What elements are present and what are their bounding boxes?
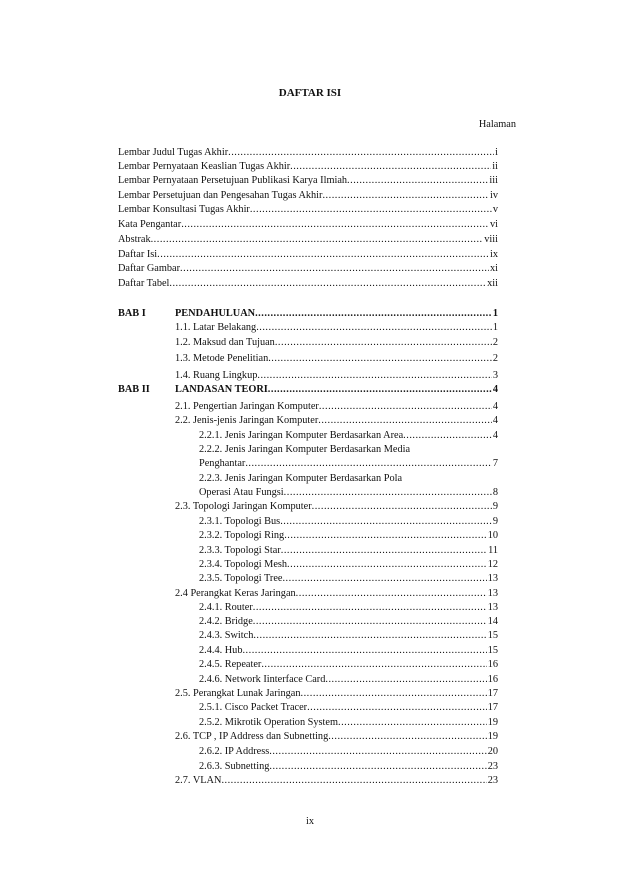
toc-entry[interactable]: Kata Pengantar ..... vi [118, 218, 498, 232]
toc-entry[interactable]: 1.3. Metode Penelitian ..... 2 [175, 352, 498, 366]
toc-entry[interactable]: Lembar Persetujuan dan Pengesahan Tugas Akhir ..... iv [118, 189, 498, 203]
toc-entry[interactable]: 2.6.2. IP Address ..... 20 [199, 745, 498, 759]
toc-entry[interactable]: Daftar Isi ..... ix [118, 248, 498, 262]
toc-entry[interactable]: Daftar Tabel ..... xii [118, 277, 498, 291]
toc-entry[interactable]: 2.4.3. Switch ..... 15 [199, 629, 498, 643]
toc-entry[interactable]: 2.4.4. Hub ..... 15 [199, 644, 498, 658]
toc-chapter[interactable]: PENDAHULUAN ..... 1 [175, 307, 498, 321]
toc-entry[interactable]: Lembar Konsultasi Tugas Akhir ..... v [118, 203, 498, 217]
toc-entry[interactable]: 1.2. Maksud dan Tujuan ..... 2 [175, 336, 498, 350]
toc-entry[interactable]: 2.4.2. Bridge ..... 14 [199, 615, 498, 629]
toc-entry[interactable]: 2.5.1. Cisco Packet Tracer ..... 17 [199, 701, 498, 715]
toc-entry[interactable]: Lembar Pernyataan Persetujuan Publikasi Karya Ilmiah ..... iii [118, 174, 498, 188]
chapter-number: BAB II [118, 384, 150, 395]
toc-entry[interactable]: Penghantar ..... 7 [199, 457, 498, 471]
chapter-number: BAB I [118, 308, 146, 319]
toc-entry[interactable]: 2.5. Perangkat Lunak Jaringan ..... 17 [175, 687, 498, 701]
toc-entry[interactable]: Lembar Judul Tugas Akhir ..... i [118, 146, 498, 160]
toc-chapter[interactable]: LANDASAN TEORI ..... 4 [175, 383, 498, 397]
toc-entry[interactable]: 2.4 Perangkat Keras Jaringan ..... 13 [175, 587, 498, 601]
toc-entry-line: 2.2.2. Jenis Jaringan Komputer Berdasarkan Media [199, 444, 411, 455]
toc-entry[interactable]: 2.6. TCP , IP Address dan Subnetting ..... 19 [175, 730, 498, 744]
toc-entry[interactable]: Operasi Atau Fungsi ..... 8 [199, 486, 498, 500]
toc-entry[interactable]: 2.3.3. Topologi Star ..... 11 [199, 544, 498, 558]
toc-entry[interactable]: 1.1. Latar Belakang ..... 1 [175, 321, 498, 335]
toc-entry[interactable]: 2.1. Pengertian Jaringan Komputer ..... 4 [175, 400, 498, 414]
toc-entry[interactable]: Daftar Gambar ..... xi [118, 262, 498, 276]
toc-entry[interactable]: 2.4.5. Repeater ..... 16 [199, 658, 498, 672]
toc-entry[interactable]: 1.4. Ruang Lingkup ..... 3 [175, 369, 498, 383]
toc-entry[interactable]: 2.3.4. Topologi Mesh ..... 12 [199, 558, 498, 572]
page-number: ix [305, 816, 314, 827]
toc-entry[interactable]: 2.4.1. Router ..... 13 [199, 601, 498, 615]
page-title: DAFTAR ISI [278, 87, 342, 99]
toc-entry[interactable]: 2.3.2. Topologi Ring ..... 10 [199, 529, 498, 543]
toc-entry[interactable]: Abstrak ..... viii [118, 233, 498, 247]
toc-entry[interactable]: 2.4.6. Network Iinterface Card ..... 16 [199, 673, 498, 687]
toc-entry[interactable]: 2.7. VLAN ..... 23 [175, 774, 498, 788]
toc-entry[interactable]: 2.5.2. Mikrotik Operation System ..... 19 [199, 716, 498, 730]
toc-entry-line: 2.2.3. Jenis Jaringan Komputer Berdasarkan Pola [199, 473, 403, 484]
toc-entry[interactable]: 2.6.3. Subnetting ..... 23 [199, 760, 498, 774]
halaman-label: Halaman [478, 119, 516, 130]
toc-entry[interactable]: 2.3.5. Topologi Tree ..... 13 [199, 572, 498, 586]
toc-entry[interactable]: 2.2.1. Jenis Jaringan Komputer Berdasarkan Area ..... 4 [199, 429, 498, 443]
toc-entry[interactable]: Lembar Pernyataan Keaslian Tugas Akhir ..... ii [118, 160, 498, 174]
toc-entry[interactable]: 2.3.1. Topologi Bus ..... 9 [199, 515, 498, 529]
toc-entry[interactable]: 2.2. Jenis-jenis Jaringan Komputer ..... 4 [175, 414, 498, 428]
toc-entry[interactable]: 2.3. Topologi Jaringan Komputer ..... 9 [175, 500, 498, 514]
